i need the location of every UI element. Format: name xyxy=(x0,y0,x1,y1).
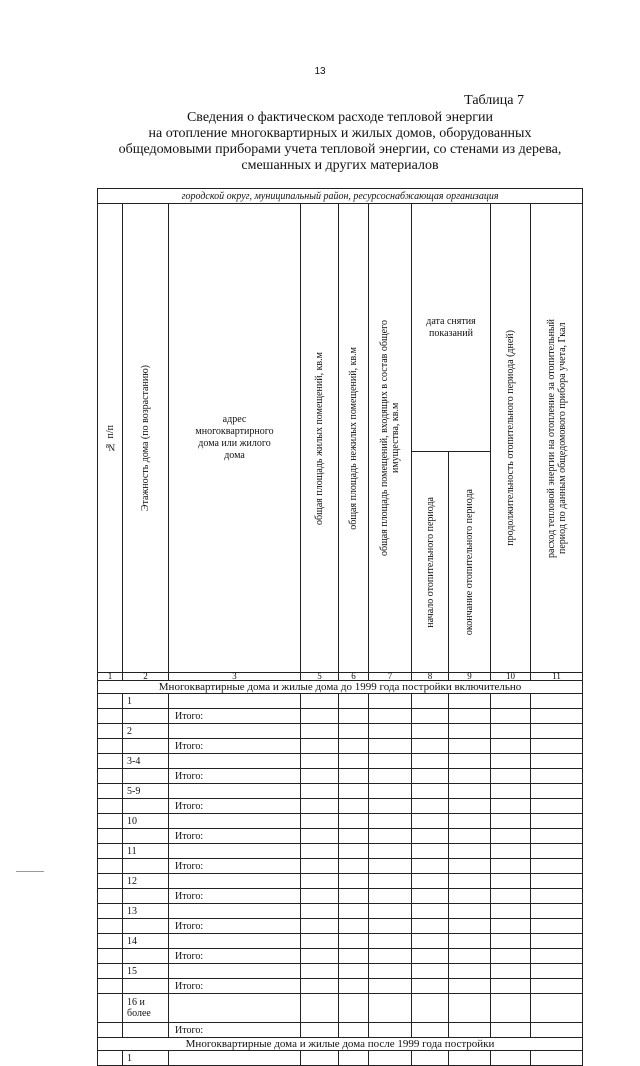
col-header-nonliving-area: общая площадь нежилых помещений, кв.м xyxy=(339,204,369,673)
total-row xyxy=(98,799,583,814)
col-header-number: № п/п xyxy=(98,204,123,673)
col-header-consumption: расход тепловой энергии на отопление за отопительный период по данным общедомового прибора учета, Гкал xyxy=(531,204,583,673)
floor-cell: 14 xyxy=(123,934,169,949)
table-row xyxy=(98,694,583,709)
total-label: Итого: xyxy=(169,919,301,934)
total-row xyxy=(98,1023,583,1038)
table-row xyxy=(98,994,583,1023)
floor-cell: 5-9 xyxy=(123,784,169,799)
total-label: Итого: xyxy=(169,979,301,994)
heat-consumption-table xyxy=(97,188,583,1066)
title-line: общедомовыми приборами учета тепловой энергии, со стенами из дерева, xyxy=(118,142,562,157)
total-label: Итого: xyxy=(169,739,301,754)
col-header-period-end: окончание отопительного периода xyxy=(449,452,491,673)
title-line: смешанных и других материалов xyxy=(241,158,439,173)
table-row: 1 xyxy=(98,1051,583,1066)
col-header-address: адрес многоквартирного дома или жилого дома xyxy=(169,204,301,673)
total-label: Итого: xyxy=(169,829,301,844)
total-row xyxy=(98,859,583,874)
table-row xyxy=(98,784,583,799)
floor-cell: 10 xyxy=(123,814,169,829)
floor-cell: 11 xyxy=(123,844,169,859)
table-row xyxy=(98,874,583,889)
table-row xyxy=(98,814,583,829)
total-label: Итого: xyxy=(169,769,301,784)
col-header-period-start: начало отопительного периода xyxy=(412,452,449,673)
total-label: Итого: xyxy=(169,859,301,874)
table-row xyxy=(98,724,583,739)
total-label: Итого: xyxy=(169,949,301,964)
total-label: Итого: xyxy=(169,799,301,814)
title-line: на отопление многоквартирных и жилых домов, оборудованных xyxy=(148,126,532,141)
col-header-living-area: общая площадь жилых помещений, кв.м xyxy=(301,204,339,673)
floor-cell: 15 xyxy=(123,964,169,979)
total-row xyxy=(98,979,583,994)
total-row xyxy=(98,829,583,844)
total-label: Итого: xyxy=(169,889,301,904)
table-label: Таблица 7 xyxy=(464,93,524,108)
table-row xyxy=(98,844,583,859)
total-row xyxy=(98,919,583,934)
title-line: Сведения о фактическом расходе тепловой энергии xyxy=(186,110,494,125)
page-number: 13 xyxy=(314,66,326,77)
document-title xyxy=(90,110,590,174)
section-header-row: Многоквартирные дома и жилые дома до 1999 года постройки включительно xyxy=(98,681,583,694)
total-row xyxy=(98,889,583,904)
total-row xyxy=(98,949,583,964)
floor-cell: 12 xyxy=(123,874,169,889)
total-row xyxy=(98,769,583,784)
table-row xyxy=(98,934,583,949)
table-row xyxy=(98,754,583,769)
total-label: Итого: xyxy=(169,709,301,724)
floor-cell: 3-4 xyxy=(123,754,169,769)
floor-cell: 1 xyxy=(123,694,169,709)
floor-cell: 16 и более xyxy=(123,994,169,1023)
col-header-floors: Этажность дома (по возрастанию) xyxy=(123,204,169,673)
total-label: Итого: xyxy=(169,1023,301,1038)
col-header-duration: продолжительность отопительного периода (дней) xyxy=(491,204,531,673)
table-row xyxy=(98,964,583,979)
total-row xyxy=(98,739,583,754)
table-row xyxy=(98,904,583,919)
floor-cell: 2 xyxy=(123,724,169,739)
column-number-row: 1 2 3 5 6 7 8 9 10 11 xyxy=(98,673,583,681)
group-header: городской округ, муниципальный район, ресурсоснабжающая организация xyxy=(98,189,583,204)
total-row xyxy=(98,709,583,724)
col-header-common-area: общая площадь помещений, входящих в состав общего имущества, кв.м xyxy=(369,204,412,673)
floor-cell: 13 xyxy=(123,904,169,919)
col-header-reading-date: дата снятия показаний xyxy=(412,204,491,452)
footer-rule xyxy=(16,871,44,872)
section-1-rows xyxy=(98,694,583,1038)
section-header-row: Многоквартирные дома и жилые дома после 1999 года постройки xyxy=(98,1038,583,1051)
